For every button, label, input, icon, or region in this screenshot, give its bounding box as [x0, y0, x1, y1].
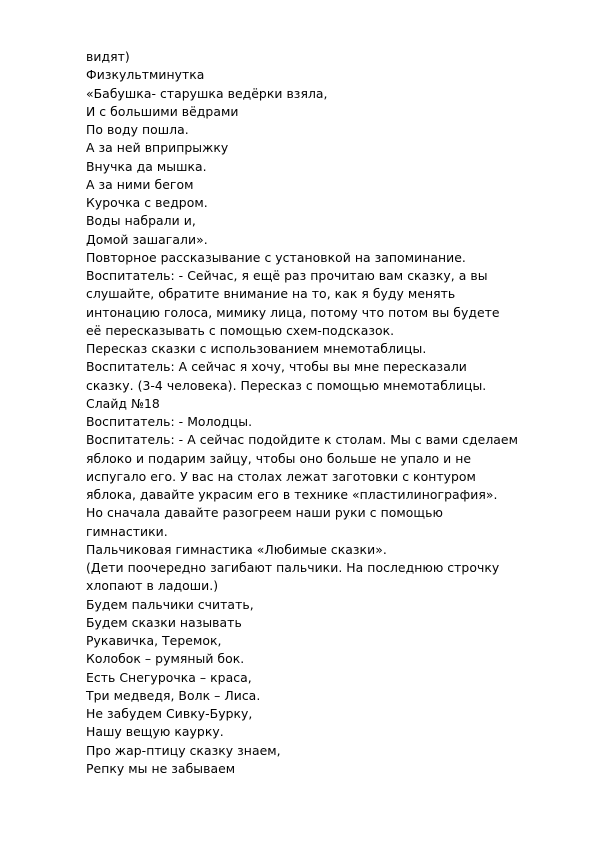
text-line: Три медведя, Волк – Лиса. [86, 687, 261, 703]
text-line: Будем сказки называть [86, 614, 242, 630]
text-line: Не забудем Сивку-Бурку, [86, 706, 253, 721]
text-line: Повторное рассказывание с установкой на запоминание. [86, 249, 466, 265]
text-line: сказку. (3-4 человека). Пересказ с помощью мнемотаблицы. [86, 377, 487, 393]
text-line: Колобок – румяный бок. [86, 651, 245, 667]
text-line: Есть Снегурочка – краса, [86, 669, 252, 685]
text-line: интонацию голоса, мимику лица, потому что потом вы будете [86, 304, 500, 320]
text-line: А за ними бегом [86, 176, 194, 192]
text-line: Пересказ сказки с использованием мнемотаблицы. [86, 341, 427, 356]
text-line: Внучка да мышка. [86, 158, 207, 174]
text-line: Будем пальчики считать, [86, 596, 254, 612]
text-line: А за ней вприпрыжку [86, 140, 229, 156]
text-line: её пересказывать с помощью схем-подсказок. [86, 322, 395, 338]
text-line: «Бабушка- старушка ведёрки взяла, [86, 85, 328, 101]
text-line: Слайд №18 [86, 395, 160, 411]
text-line: Воспитатель: А сейчас я хочу, чтобы вы мне пересказали [86, 359, 467, 375]
text-line: Физкультминутка [86, 67, 205, 83]
text-line: хлопают в ладоши.) [86, 578, 219, 594]
text-line: Пальчиковая гимнастика «Любимые сказки». [86, 541, 387, 557]
text-line: Воды набрали и, [86, 213, 196, 229]
text-line: И с большими вёдрами [86, 103, 239, 119]
text-line: Но сначала давайте разогреем наши руки с помощью [86, 505, 443, 521]
text-line: гимнастики. [86, 523, 168, 539]
text-line: По воду пошла. [86, 122, 189, 137]
text-line: Домой зашагали». [86, 231, 208, 247]
text-line: яблока, давайте украсим его в технике «пластилинография». [86, 487, 498, 502]
text-line: Воспитатель: - Молодцы. [86, 414, 253, 429]
text-line: Про жар-птицу сказку знаем, [86, 742, 281, 758]
text-line: Нашу вещую каурку. [86, 724, 224, 740]
text-line: видят) [86, 49, 130, 64]
text-line: Воспитатель: - А сейчас подойдите к столам. Мы с вами сделаем [86, 432, 518, 448]
text-line: испугало его. У вас на столах лежат заготовки с контуром [86, 468, 476, 484]
text-line: Воспитатель: - Сейчас, я ещё раз прочитаю вам сказку, а вы [86, 268, 488, 283]
text-line: Рукавичка, Теремок, [86, 633, 222, 648]
text-line: слушайте, обратите внимание на то, как я буду менять [86, 286, 456, 302]
text-line: (Дети поочередно загибают пальчики. На последнюю строчку [86, 560, 500, 575]
text-line: Репку мы не забываем [86, 760, 236, 776]
text-line: яблоко и подарим зайцу, чтобы оно больше не упало и не [86, 450, 472, 466]
text-line: Курочка с ведром. [86, 195, 208, 210]
document-body [86, 48, 546, 778]
